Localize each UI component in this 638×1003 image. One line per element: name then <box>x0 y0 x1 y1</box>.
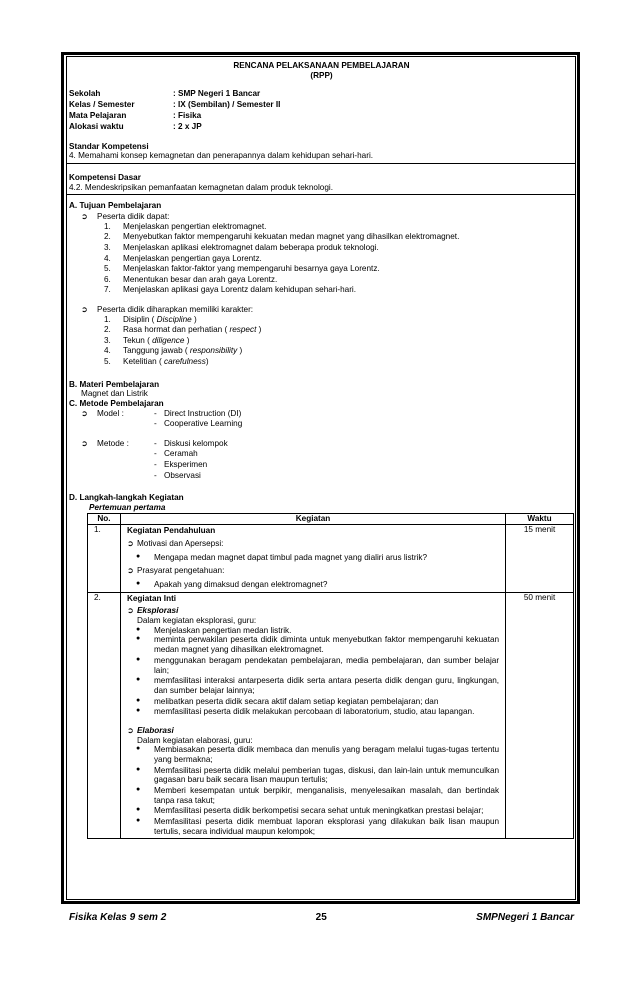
metode-title: C. Metode Pembelajaran <box>69 398 164 408</box>
bullet-icon: ● <box>135 806 141 814</box>
tujuan-intro-2 <box>81 305 574 315</box>
tujuan-intro-text: Peserta didik diharapkan memiliki karakter: <box>97 304 254 314</box>
materi-title: B. Materi Pembelajaran <box>69 379 160 389</box>
header-no: No. <box>88 514 121 525</box>
standar-kompetensi-title: Standar Kompetensi <box>69 141 149 151</box>
bullet-text: Menjelaskan pengertian medan listrik. <box>153 625 292 635</box>
row-time: 50 menit <box>506 592 574 838</box>
divider <box>66 194 576 195</box>
list-item: - Ceramah <box>154 449 198 459</box>
bullet-icon: ● <box>135 745 141 753</box>
bullet-text: memfasilitasi peserta didik melakukan percobaan di laboratorium, studio, atau lapangan. <box>153 707 475 717</box>
item-text: Menjelaskan aplikasi gaya Lorentz dalam kehidupan sehari-hari. <box>123 285 357 295</box>
list-item: - Cooperative Learning <box>154 419 243 429</box>
item-number: 1. <box>104 221 111 231</box>
eksplorasi-title: Eksplorasi <box>136 606 179 616</box>
info-value: : IX (Sembilan) / Semester II <box>173 99 281 109</box>
list-item: - Diskusi kelompok <box>154 438 228 448</box>
page-number: 25 <box>315 912 327 923</box>
arrow-right-icon: ➲ <box>81 304 88 314</box>
prasyarat-line <box>127 566 499 576</box>
item-text: Disiplin ( <box>123 314 157 324</box>
item-text: Tanggung jawab ( <box>123 346 190 356</box>
bullet-item <box>135 676 499 695</box>
item-text: Observasi <box>164 470 201 480</box>
bullet-item <box>135 626 499 636</box>
item-italic: carefulness <box>163 356 206 366</box>
bullet-icon: ● <box>135 552 141 560</box>
list-item <box>104 346 574 357</box>
bullet-text: memfasilitasi interaksi antarpeserta didik serta antara peserta didik dengan guru, lingkungan, dan sumber belajar lainnya; <box>153 676 500 695</box>
info-key: Kelas / Semester <box>69 99 135 109</box>
bullet-item <box>135 745 499 764</box>
list-item <box>104 315 574 326</box>
info-row <box>69 122 574 133</box>
bullet-icon: ● <box>135 707 141 715</box>
karakter-list <box>104 315 574 368</box>
item-number: 7. <box>104 285 111 295</box>
bullet-text: melibatkan peserta didik secara aktif dalam setiap kegiatan pembelajaran; dan <box>153 696 439 706</box>
motivasi-line <box>127 539 499 549</box>
bullet-icon: ● <box>135 785 141 793</box>
info-value: : SMP Negeri 1 Bancar <box>173 88 261 98</box>
item-text: Diskusi kelompok <box>164 438 228 448</box>
bullet-item <box>135 766 499 785</box>
list-item <box>104 357 574 368</box>
title-line-1: RENCANA PELAKSANAAN PEMBELAJARAN <box>233 61 410 70</box>
item-text: Menjelaskan pengertian elektromagnet. <box>123 221 267 231</box>
list-item <box>104 325 574 336</box>
eksplorasi-intro: Dalam kegiatan eksplorasi, guru: <box>136 616 257 626</box>
activity-title: Kegiatan Pendahuluan <box>126 526 216 536</box>
document-content <box>69 61 574 839</box>
bullet-item <box>135 806 499 816</box>
divider <box>66 163 576 164</box>
item-text: Menyebutkan faktor mempengaruhi kekuatan medan magnet yang dihasilkan elektromagnet. <box>123 232 460 242</box>
list-item <box>104 222 574 233</box>
arrow-right-icon: ➲ <box>81 408 88 418</box>
item-italic: responsibility <box>189 346 238 356</box>
list-item: - Direct Instruction (DI) <box>154 408 242 418</box>
item-italic: respect <box>229 325 257 335</box>
item-text-end: ) <box>205 356 209 366</box>
bullet-icon: ● <box>135 635 141 643</box>
bullet-text: meminta perwakilan peserta didik diminta untuk menyebutkan faktor mempengaruhi kekuatan medan magnet yang dihasilkan elektromagnet. <box>153 635 500 655</box>
item-text: Menjelaskan aplikasi elektromagnet dalam beberapa produk teknologi. <box>123 242 379 252</box>
bullet-text: menggunakan beragam pendekatan pembelajaran, media pembelajaran, dan sumber belajar lain; <box>153 655 500 675</box>
table-row <box>88 592 574 838</box>
bullet-text: Mengapa medan magnet dapat timbul pada magnet yang dialiri arus listrik? <box>153 552 428 562</box>
item-text: Tekun ( <box>123 335 153 345</box>
list-item: - Eksperimen <box>154 459 208 469</box>
arrow-right-icon: ➲ <box>126 606 134 616</box>
item-text: Direct Instruction (DI) <box>164 408 242 418</box>
list-item <box>104 264 574 275</box>
info-key: Alokasi waktu <box>69 121 124 131</box>
arrow-right-icon: ➲ <box>126 539 134 549</box>
list-item <box>104 275 574 286</box>
list-item <box>104 285 574 296</box>
elaborasi-intro: Dalam kegiatan elaborasi, guru: <box>136 735 253 745</box>
bullet-item <box>135 786 499 805</box>
bullet-icon: ● <box>135 655 141 663</box>
list-item <box>104 336 574 347</box>
bullet-text: Memfasilitasi peserta didik membuat laporan eksplorasi yang dilakukan baik lisan maupun tertulis, secara individual maupun kelompok; <box>153 816 500 836</box>
bullet-text: Membiasakan peserta didik membaca dan menulis yang beragam melalui tugas-tugas tertentu yang bermakna; <box>153 745 500 764</box>
prasyarat-text: Prasyarat pengetahuan: <box>136 566 225 576</box>
list-item: - Observasi <box>154 470 201 480</box>
model-label: Model : <box>97 408 124 418</box>
model-list <box>154 409 242 430</box>
item-text: Ketelitian ( <box>123 356 164 366</box>
document-title <box>69 61 574 81</box>
activity-title: Kegiatan Inti <box>126 593 177 603</box>
arrow-right-icon: ➲ <box>81 212 88 222</box>
footer-left: Fisika Kelas 9 sem 2 <box>69 912 167 923</box>
bullet-text: Apakah yang dimaksud dengan elektromagnet? <box>153 580 328 590</box>
bullet-item <box>135 817 499 836</box>
bullet-item <box>135 553 499 563</box>
item-text-end: ) <box>191 314 197 324</box>
bullet-item <box>135 697 499 707</box>
item-number: 3. <box>104 335 111 345</box>
tujuan-list <box>104 222 574 296</box>
metode-list <box>154 439 228 481</box>
item-text: Menjelaskan pengertian gaya Lorentz. <box>123 253 262 263</box>
kompetensi-dasar-title: Kompetensi Dasar <box>69 173 141 183</box>
identity-block <box>69 89 574 133</box>
info-key: Sekolah <box>69 88 101 98</box>
bullet-icon: ● <box>135 696 141 704</box>
item-number: 2. <box>104 232 111 242</box>
arrow-right-icon: ➲ <box>126 725 134 735</box>
item-number: 4. <box>104 346 111 356</box>
item-number: 2. <box>104 325 111 335</box>
kegiatan-table <box>87 513 574 839</box>
item-italic: Discipline <box>156 314 192 324</box>
elaborasi-title: Elaborasi <box>136 725 174 735</box>
model-row <box>81 409 574 430</box>
metode-label: Metode : <box>97 438 129 448</box>
item-text: Cooperative Learning <box>164 419 243 429</box>
row-number: 2. <box>88 592 121 838</box>
bullet-item <box>135 656 499 675</box>
arrow-right-icon: ➲ <box>81 438 88 448</box>
table-row <box>88 525 574 592</box>
info-row <box>69 100 574 111</box>
item-text: Menentukan besar dan arah gaya Lorentz. <box>123 274 278 284</box>
bullet-item <box>135 635 499 654</box>
standar-kompetensi-text: 4. Memahami konsep kemagnetan dan penerapannya dalam kehidupan sehari-hari. <box>69 151 374 161</box>
item-text: Eksperimen <box>164 459 208 469</box>
item-number: 5. <box>104 356 111 366</box>
info-row <box>69 111 574 122</box>
row-activity <box>120 592 505 838</box>
item-text: Rasa hormat dan perhatian ( <box>123 325 230 335</box>
metode-row <box>81 439 574 481</box>
bullet-item <box>135 707 499 717</box>
elaborasi-heading <box>127 726 499 736</box>
info-key: Mata Pelajaran <box>69 110 127 120</box>
page-footer <box>69 912 574 924</box>
item-text: Ceramah <box>164 449 198 459</box>
row-time: 15 menit <box>506 525 574 592</box>
item-text: Menjelaskan faktor-faktor yang mempengaruhi besarnya gaya Lorentz. <box>123 264 380 274</box>
bullet-text: Memfasilitasi peserta didik melalui pemberian tugas, diskusi, dan lain-lain untuk memunculkan gagasan baru baik secara lisan maupun tertulis; <box>153 765 500 785</box>
bullet-icon: ● <box>135 816 141 824</box>
info-value: : 2 x JP <box>173 121 202 131</box>
bullet-icon: ● <box>135 625 141 633</box>
item-number: 5. <box>104 264 111 274</box>
item-text-end: ) <box>237 346 243 356</box>
list-item <box>104 243 574 254</box>
title-line-2: (RPP) <box>310 70 333 80</box>
tujuan-intro-text: Peserta didik dapat: <box>97 212 170 222</box>
item-text-end: ) <box>256 325 262 335</box>
list-item <box>104 254 574 265</box>
info-row <box>69 89 574 100</box>
materi-text: Magnet dan Listrik <box>81 389 148 399</box>
item-number: 6. <box>104 274 111 284</box>
table-header-row <box>88 514 574 525</box>
langkah-subtitle: Pertemuan pertama <box>89 502 166 512</box>
bullet-icon: ● <box>135 580 141 588</box>
item-italic: diligence <box>152 335 185 345</box>
info-value: : Fisika <box>173 110 202 120</box>
list-item <box>104 232 574 243</box>
footer-right: SMPNegeri 1 Bancar <box>476 912 574 923</box>
item-number: 3. <box>104 242 111 252</box>
header-kegiatan: Kegiatan <box>120 514 505 525</box>
bullet-text: Memfasilitasi peserta didik berkompetisi secara sehat untuk meningkatkan prestasi belajar; <box>153 806 484 816</box>
item-number: 4. <box>104 253 111 263</box>
header-waktu: Waktu <box>506 514 574 525</box>
arrow-right-icon: ➲ <box>126 566 134 576</box>
tujuan-title: A. Tujuan Pembelajaran <box>69 201 162 211</box>
langkah-title: D. Langkah-langkah Kegiatan <box>69 493 184 503</box>
item-text-end: ) <box>184 335 190 345</box>
bullet-text: Memberi kesempatan untuk berpikir, menganalisis, menyelesaikan masalah, dan bertindak tanpa rasa takut; <box>153 785 500 805</box>
row-activity <box>120 525 505 592</box>
tujuan-intro-1 <box>81 212 574 222</box>
item-number: 1. <box>104 314 111 324</box>
motivasi-text: Motivasi dan Apersepsi: <box>136 539 224 549</box>
eksplorasi-heading <box>127 606 499 616</box>
bullet-icon: ● <box>135 676 141 684</box>
row-number: 1. <box>88 525 121 592</box>
bullet-item <box>135 580 499 590</box>
kompetensi-dasar-text: 4.2. Mendeskripsikan pemanfaatan kemagnetan dalam produk teknologi. <box>69 182 333 192</box>
bullet-icon: ● <box>135 765 141 773</box>
